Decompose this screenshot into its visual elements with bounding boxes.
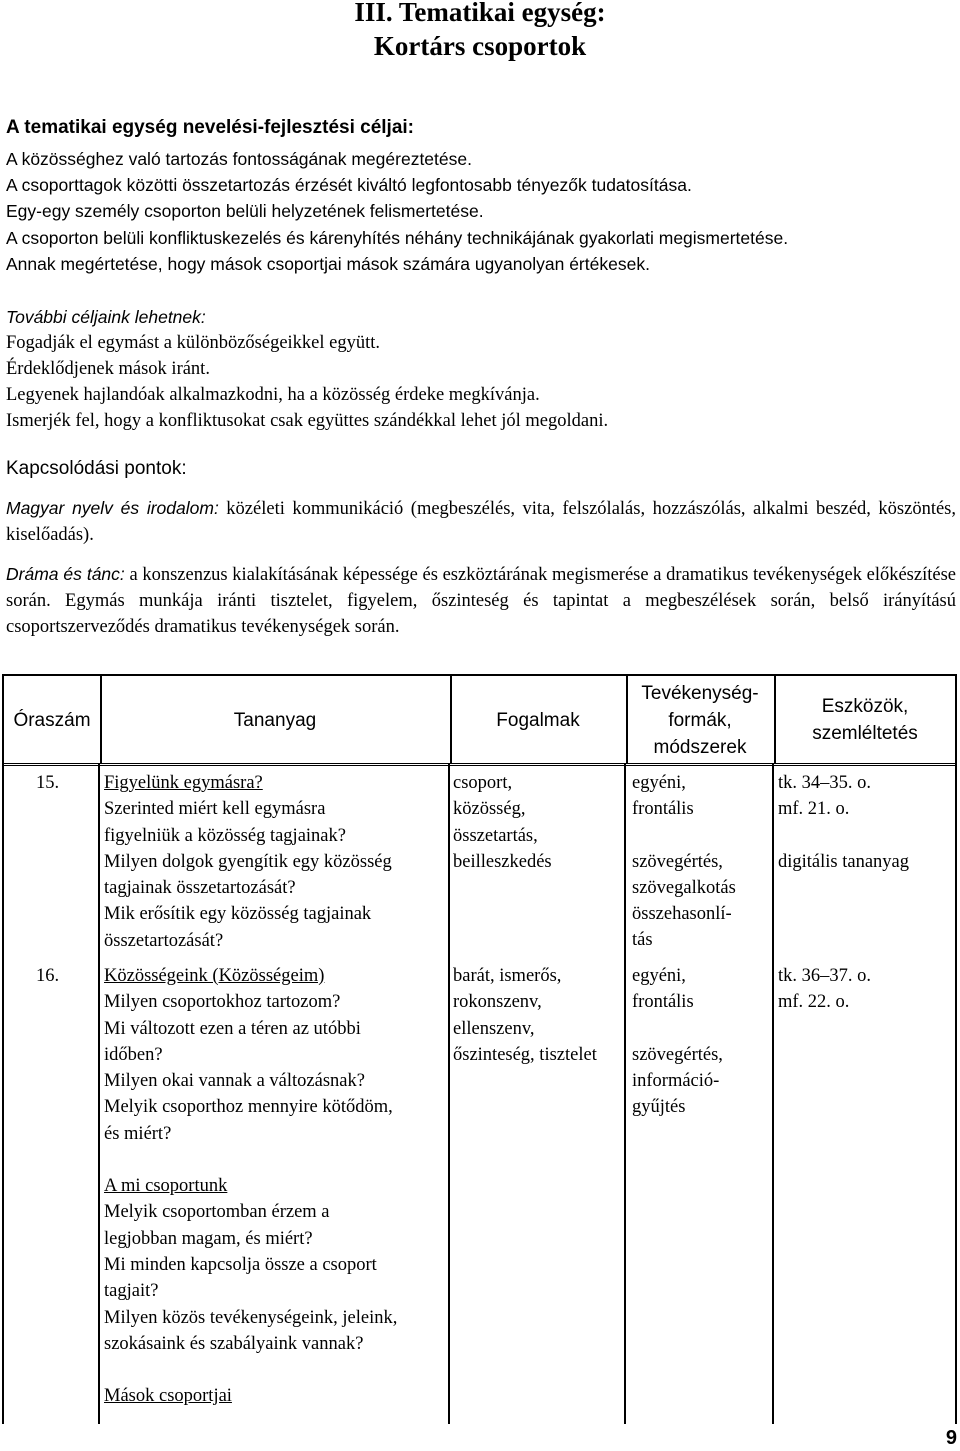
header-material: Tananyag	[233, 709, 317, 731]
unit-title-line2: Kortárs csoportok	[373, 31, 587, 61]
row-concepts	[453, 963, 597, 1068]
activity-line: összehasonlí-	[632, 904, 732, 925]
goal-item: Annak megértetése, hogy mások csoportjai mások számára ugyanolyan értékesek.	[6, 254, 650, 274]
unit-title-line1: III. Tematikai egység:	[354, 0, 606, 27]
column-divider	[774, 676, 776, 763]
topic-title: Közösségeink (Közösségeim)	[104, 966, 325, 986]
concept-line: rokonszenv,	[453, 992, 542, 1013]
concept-line: őszinteség, tisztelet	[453, 1044, 597, 1065]
tool-line: tk. 34–35. o.	[778, 773, 872, 793]
row-activities	[632, 770, 736, 954]
concept-line: beilleszkedés	[453, 851, 552, 872]
column-divider	[626, 676, 628, 763]
tool-line: mf. 21. o.	[778, 799, 850, 820]
connection-paragraph-1	[6, 495, 956, 548]
activity-line: frontális	[632, 992, 694, 1013]
concept-line: csoport,	[453, 773, 513, 793]
activity-line: gyűjtés	[632, 1097, 686, 1118]
tool-line: tk. 36–37. o.	[778, 966, 872, 986]
concept-line: összetartás,	[453, 825, 538, 846]
goal-item: A csoporton belüli konfliktuskezelés és kárenyhítés néhány technikájának gyakorlati megismertetése.	[6, 228, 789, 248]
concept-line: barát, ismerős,	[453, 966, 562, 986]
topic-line: Milyen dolgok gyengítik egy közösség	[104, 851, 392, 872]
row-activities	[632, 963, 723, 1120]
header-tools	[774, 676, 956, 764]
topic-line: Mik erősítik egy közösség tagjainak	[104, 904, 372, 925]
further-goal-item: Érdeklődjenek mások iránt.	[6, 359, 210, 379]
goals-heading: A tematikai egység nevelési-fejlesztési céljai:	[6, 117, 414, 138]
topic-line: Milyen közös tevékenységeink, jeleink,	[104, 1307, 398, 1328]
row-hour-number: 15.	[36, 773, 60, 793]
topic-line: legjobban magam, és miért?	[104, 1228, 313, 1249]
connection-paragraph-2	[6, 561, 956, 640]
concept-line: ellenszenv,	[453, 1018, 535, 1039]
row-tools	[778, 963, 871, 1016]
topic-line: összetartozását?	[104, 930, 224, 951]
activity-line: szövegértés,	[632, 1044, 723, 1065]
header-activities	[626, 676, 774, 764]
topic-line: időben?	[104, 1044, 163, 1065]
activity-line: egyéni,	[632, 773, 686, 793]
activity-line: frontális	[632, 799, 694, 820]
table-header	[2, 674, 957, 766]
tool-line: digitális tananyag	[778, 851, 910, 872]
column-divider	[772, 764, 774, 1424]
subtopic-title: A mi csoportunk	[104, 1176, 228, 1197]
header-hours: Óraszám	[13, 709, 91, 731]
row-concepts	[453, 770, 552, 875]
activity-line: információ-	[632, 1070, 720, 1091]
goal-item: Egy-egy személy csoporton belüli helyzetének felismertetése.	[6, 201, 484, 221]
connection-label: Magyar nyelv és irodalom:	[6, 498, 219, 518]
header-activities-line: formák,	[668, 709, 732, 731]
header-tools-line: szemléltetés	[812, 723, 918, 744]
header-activities-line: módszerek	[653, 736, 747, 758]
page-number: 9	[945, 1427, 957, 1449]
further-goals-heading: További céljaink lehetnek:	[6, 307, 206, 327]
table-border	[955, 764, 957, 1424]
connection-text: közéleti kommunikáció (megbeszélés, vita, felszólalás, hozzászólás, alkalmi beszéd, köszöntés, kiselőadás).	[6, 499, 956, 545]
topic-line: tagjainak összetartozását?	[104, 878, 296, 899]
activity-line: szövegértés,	[632, 851, 723, 872]
topic-line: Szerinted miért kell egymásra	[104, 799, 326, 820]
column-divider	[100, 676, 102, 763]
activity-line: szövegalkotás	[632, 877, 736, 898]
topic-line: és miért?	[104, 1123, 172, 1144]
row-topic	[104, 770, 392, 954]
row-topic	[104, 963, 397, 1409]
connections-heading: Kapcsolódási pontok:	[6, 458, 187, 479]
topic-line: Mi változott ezen a téren az utóbbi	[104, 1018, 361, 1039]
further-goal-item: Ismerjék fel, hogy a konfliktusokat csak együttes szándékkal lehet jól megoldani.	[6, 411, 609, 431]
topic-line: tagjait?	[104, 1281, 159, 1302]
topic-line: figyelniük a közösség tagjainak?	[104, 825, 346, 846]
header-activities-line: Tevékenység-	[641, 682, 759, 704]
topic-line: Milyen okai vannak a változásnak?	[104, 1071, 365, 1092]
connection-text: a konszenzus kialakításának képessége és eszköztárának megismerése a dramatikus tevékenységek előkészítése során. Egymás munkája iránti tisztelet, figyelem, őszinteség és tapintat a megbeszélések során, belső irányítású csoportszerveződés dramatikus tevékenységek során.	[6, 565, 956, 637]
header-concepts: Fogalmak	[496, 709, 580, 731]
further-goal-item: Fogadják el egymást a különbözőségeikkel együtt.	[6, 333, 381, 353]
activity-line: egyéni,	[632, 966, 686, 986]
column-divider	[450, 676, 452, 763]
goal-item: A csoporttagok közötti összetartozás érzését kiváltó legfontosabb tényezők tudatosítása.	[6, 175, 692, 195]
activity-line: tás	[632, 930, 653, 951]
column-divider	[448, 764, 450, 1424]
topic-title: Figyelünk egymásra?	[104, 773, 263, 793]
topic-line: szokásaink és szabályaink vannak?	[104, 1333, 364, 1354]
table-border	[2, 764, 4, 1424]
topic-line: Melyik csoportomban érzem a	[104, 1202, 330, 1223]
tool-line: mf. 22. o.	[778, 992, 850, 1013]
topic-line: Milyen csoportokhoz tartozom?	[104, 992, 341, 1013]
topic-line: Melyik csoporthoz mennyire kötődöm,	[104, 1097, 393, 1118]
header-tools-line: Eszközök,	[821, 696, 909, 717]
subtopic-title: Mások csoportjai	[104, 1386, 232, 1407]
row-hour-number: 16.	[36, 966, 60, 986]
connection-label: Dráma és tánc:	[6, 564, 125, 584]
topic-line: Mi minden kapcsolja össze a csoport	[104, 1254, 377, 1275]
row-tools	[778, 770, 909, 875]
column-divider	[98, 764, 100, 1424]
column-divider	[624, 764, 626, 1424]
concept-line: közösség,	[453, 799, 526, 820]
goal-item: A közösséghez való tartozás fontosságának megéreztetése.	[6, 149, 472, 169]
further-goal-item: Legyenek hajlandóak alkalmazkodni, ha a közösség érdeke megkívánja.	[6, 385, 540, 405]
